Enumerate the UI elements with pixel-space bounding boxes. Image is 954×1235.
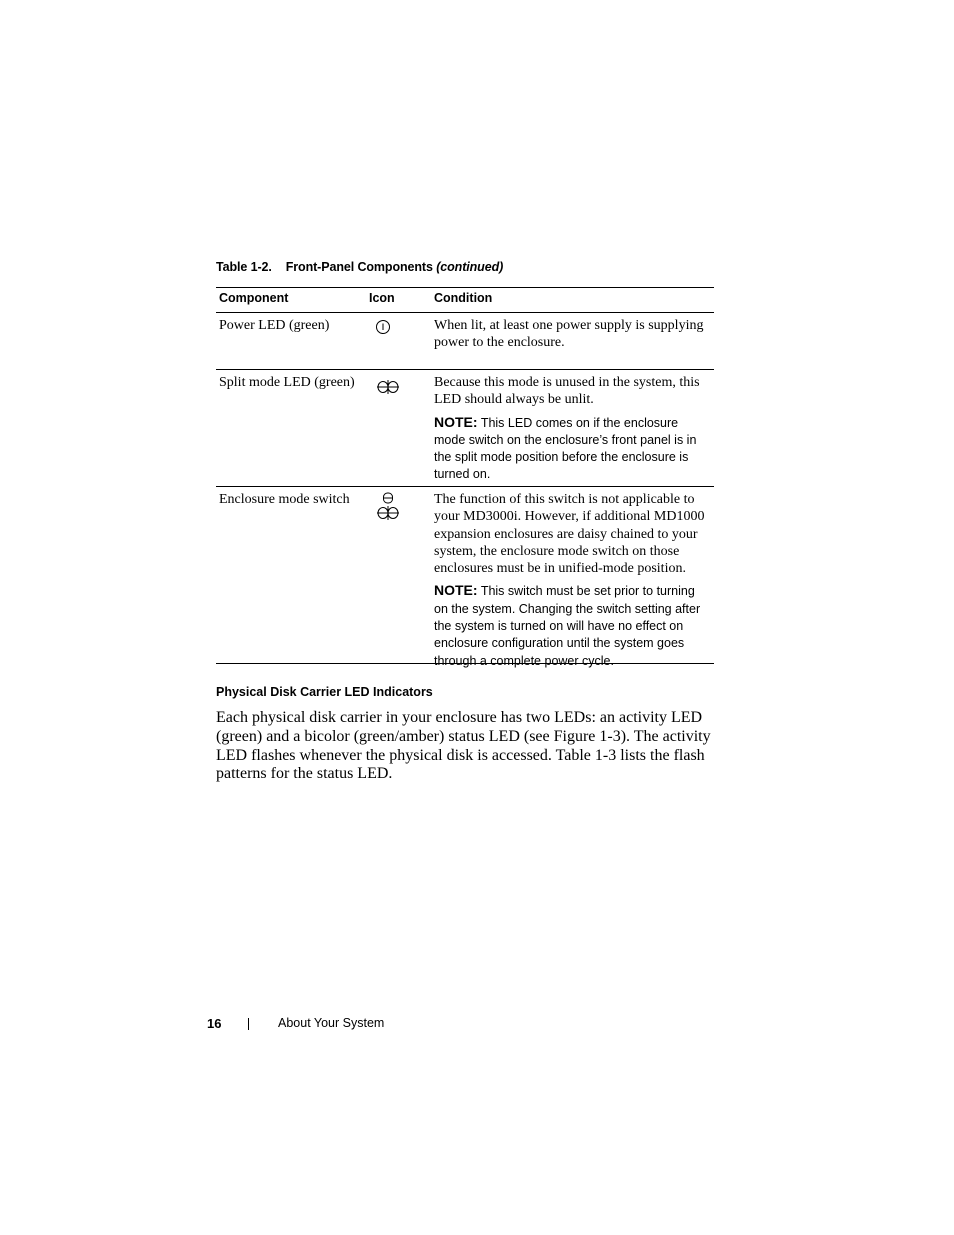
condition-text: Because this mode is unused in the system, this LED should always be unlit. [434,375,700,408]
note-label: NOTE: [434,413,478,430]
icon-cell [369,315,434,369]
header-component: Component [219,291,289,305]
header-icon: Icon [369,291,395,305]
condition-cell: When lit, at least one power supply is supplying power to the enclosure. [434,318,704,351]
power-icon [374,317,392,337]
enclosure-mode-icon [374,491,404,525]
table-row [216,312,714,369]
table-header-row [216,288,714,312]
front-panel-components-table [216,287,714,668]
table-title: Front-Panel Components [285,260,433,274]
split-mode-icon [374,374,404,400]
note [434,414,710,484]
table-row [216,369,714,486]
condition-cell [434,489,714,668]
page-number: 16 [207,1016,222,1031]
note-text: This LED comes on if the enclosure mode switch on the enclosure’s front panel is in the split mode position before the enclosure is turned on. [434,415,697,482]
component-cell: Power LED (green) [219,318,330,333]
footer-divider [248,1018,249,1030]
note-text: This switch must be set prior to turning on the system. Changing the switch setting after the system is turned on will have no effect on enclosure configuration until the system goes through a complete power cycle. [434,584,701,668]
note-label: NOTE: [434,582,478,599]
chapter-title: About Your System [278,1016,385,1030]
icon-cell [369,372,434,486]
section-heading: Physical Disk Carrier LED Indicators [216,685,433,699]
table-qualifier: (continued) [436,260,504,274]
section-body: Each physical disk carrier in your enclosure has two LEDs: an activity LED (green) and a bicolor (green/amber) status LED (see Figure 1-3). The activity LED flashes whenever the physical disk is accessed. Table 1-3 lists the flash patterns for the status LED. [216,709,711,783]
component-cell: Enclosure mode switch [219,492,350,507]
table-row [216,486,714,668]
note [434,582,710,669]
header-condition: Condition [434,291,493,305]
icon-cell [369,489,434,663]
component-cell: Split mode LED (green) [219,375,355,390]
condition-cell [434,372,714,486]
table-label: Table 1-2. [216,260,272,274]
table-caption [216,260,503,274]
condition-text: The function of this switch is not applicable to your MD3000i. However, if additional MD1000 expansion enclosures are daisy chained to your system, the enclosure mode switch on those enclosures must be in unified-mode position. [434,492,705,577]
